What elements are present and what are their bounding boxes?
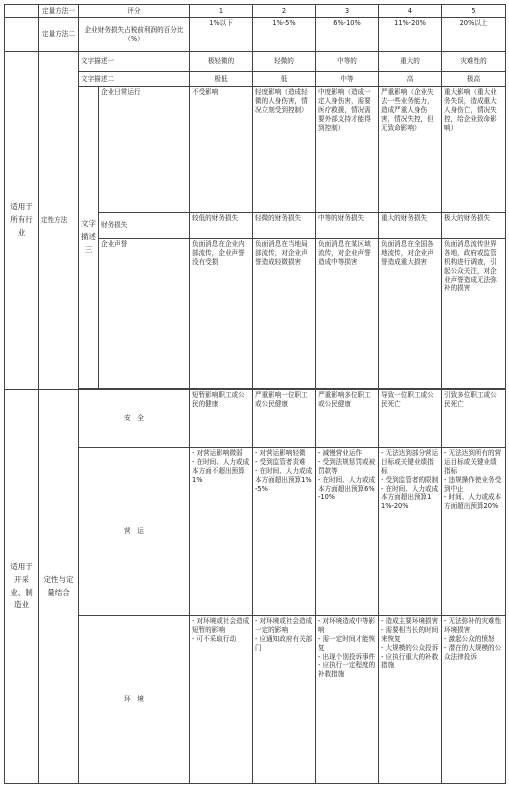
score-3: 3 <box>316 5 379 18</box>
text2-label: 文字描述二 <box>79 72 190 87</box>
quant2-blank <box>5 18 39 52</box>
text1-value-5: 灾难性的 <box>442 52 506 72</box>
quant2-value-1: 1%以下 <box>190 18 253 52</box>
text1-value-2: 轻微的 <box>253 52 316 72</box>
text1-label: 文字描述一 <box>79 52 190 72</box>
safety-value-3: 严重影响多位职工或公民健康 <box>316 390 379 448</box>
ops-value-3: - 减慢营业运作 - 受到法规惩罚或被罚款等 - 在时间、人力或成本方面超出预算6%-10% <box>316 448 379 616</box>
financial-loss-label: 财务损失 <box>99 213 190 239</box>
financial-loss-value-3: 中等的财务损失 <box>316 213 379 239</box>
ops-label: 营 运 <box>79 448 190 616</box>
operations-value-5: 重大影响（重大业务失误，造成重大人身伤亡，情况失控，给企业致命影响） <box>442 87 506 213</box>
operations-value-4: 严重影响（企业失去一些业务能力，造成严重人身伤害，情况失控，但无致命影响） <box>379 87 442 213</box>
quant2-row <box>5 18 506 52</box>
env-label: 环 境 <box>79 616 190 784</box>
reputation-value-1: 负面消息在企业内部流传，企业声誉没有受损 <box>190 239 253 389</box>
header-row <box>5 5 506 18</box>
operations-value-2: 轻度影响（造成轻微的人身伤害，情况立刻受到控制） <box>253 87 316 213</box>
quant2-label: 定量方法二 <box>39 18 79 52</box>
operations-value-1: 不受影响 <box>190 87 253 213</box>
operations-mining-row <box>5 448 506 616</box>
env-value-4: - 造成主要环境损害 - 需要相当长的时间来恢复 - 大规模的公众投诉 - 应执行重大的补救措施 <box>379 616 442 784</box>
ops-value-1: - 对营运影响微弱 - 在时间、人力或成本方面不超出预算1% <box>190 448 253 616</box>
header-quant1-label: 定量方法一 <box>39 5 79 18</box>
operations-value-3: 中度影响（造成一定人身伤害，需要医疗救援，情况需要外部支持才能得到控制） <box>316 87 379 213</box>
quant2-desc: 企业财务损失占税前利润的百分比（%） <box>79 18 190 52</box>
text2-value-2: 低 <box>253 72 316 87</box>
text1-value-3: 中等的 <box>316 52 379 72</box>
financial-loss-value-2: 轻微的财务损失 <box>253 213 316 239</box>
reputation-value-4: 负面消息在全国各地流传，对企业声誉造成重大损害 <box>379 239 442 389</box>
quant2-value-4: 11%-20% <box>379 18 442 52</box>
quant2-value-5: 20%以上 <box>442 18 506 52</box>
text3-label: 文字描述三 <box>79 87 99 389</box>
safety-row <box>5 390 506 448</box>
quant2-value-3: 6%-10% <box>316 18 379 52</box>
operations-label: 企业日常运行 <box>99 87 190 213</box>
score-5: 5 <box>442 5 506 18</box>
safety-value-1: 短暂影响职工或公民的健康 <box>190 390 253 448</box>
text3-operations-row <box>5 87 506 213</box>
text1-row <box>5 52 506 72</box>
financial-loss-value-1: 较低的财务损失 <box>190 213 253 239</box>
reputation-value-3: 负面消息在某区域流传，对企业声誉造成中等损害 <box>316 239 379 389</box>
environment-row <box>5 616 506 784</box>
financial-loss-value-4: 重大的财务损失 <box>379 213 442 239</box>
text2-value-1: 极低 <box>190 72 253 87</box>
section-mining-label: 适用于开采业、制造业 <box>5 390 39 784</box>
header-blank <box>5 5 39 18</box>
financial-loss-value-5: 极大的财务损失 <box>442 213 506 239</box>
text2-row <box>5 72 506 87</box>
ops-value-4: - 无法达到部分营运目标或关键业绩指标 - 受到监管者的限制 - 在时间、人力或成本方面超出预算11%-20% <box>379 448 442 616</box>
quant2-value-2: 1%-5% <box>253 18 316 52</box>
text2-value-3: 中等 <box>316 72 379 87</box>
risk-assessment-table <box>4 4 506 784</box>
text2-value-4: 高 <box>379 72 442 87</box>
safety-label: 安 全 <box>79 390 190 448</box>
env-value-3: - 对环境造成中等影响 - 需一定时间才能恢复 - 出现个别投诉事件 - 应执行一定程度的补救措施 <box>316 616 379 784</box>
score-2: 2 <box>253 5 316 18</box>
text1-value-1: 极轻微的 <box>190 52 253 72</box>
score-1: 1 <box>190 5 253 18</box>
text2-value-5: 极高 <box>442 72 506 87</box>
qualitative-method-label: 定性方法 <box>39 52 79 390</box>
safety-value-2: 严重影响一位职工或公民健康 <box>253 390 316 448</box>
header-score-label: 评分 <box>79 5 190 18</box>
ops-value-2: - 对营运影响轻微 - 受到监管者责难 - 在时间、人力或成本方面超出预算1%-5% <box>253 448 316 616</box>
score-4: 4 <box>379 5 442 18</box>
reputation-label: 企业声誉 <box>99 239 190 389</box>
combined-method-label: 定性与定量结合 <box>39 390 79 784</box>
reputation-value-2: 负面消息在当地局部流传，对企业声誉造成轻微损害 <box>253 239 316 389</box>
safety-value-5: 引致多位职工或公民死亡 <box>442 390 506 448</box>
env-value-2: - 对环境或社会造成一定的影响 - 应通知政府有关部门 <box>253 616 316 784</box>
ops-value-5: - 无法达到所有的营运目标或关键业绩指标 - 违规操作使业务受到中止 - 时间、人力或成本方面超出预算20% <box>442 448 506 616</box>
reputation-value-5: 负面消息流传世界各地，政府或监管机构进行调查，引起公众关注，对企业声誉造成无法弥补的损害 <box>442 239 506 389</box>
env-value-5: - 无法弥补的灾难性环境损害 - 激起公众的愤怒 - 潜在的大规模的公众法律投诉 <box>442 616 506 784</box>
env-value-1: - 对环境或社会造成短暂的影响 - 可不采取行动 <box>190 616 253 784</box>
safety-value-4: 导致一位职工或公民死亡 <box>379 390 442 448</box>
text1-value-4: 重大的 <box>379 52 442 72</box>
section-all-industries-label: 适用于所有行业 <box>5 52 39 390</box>
